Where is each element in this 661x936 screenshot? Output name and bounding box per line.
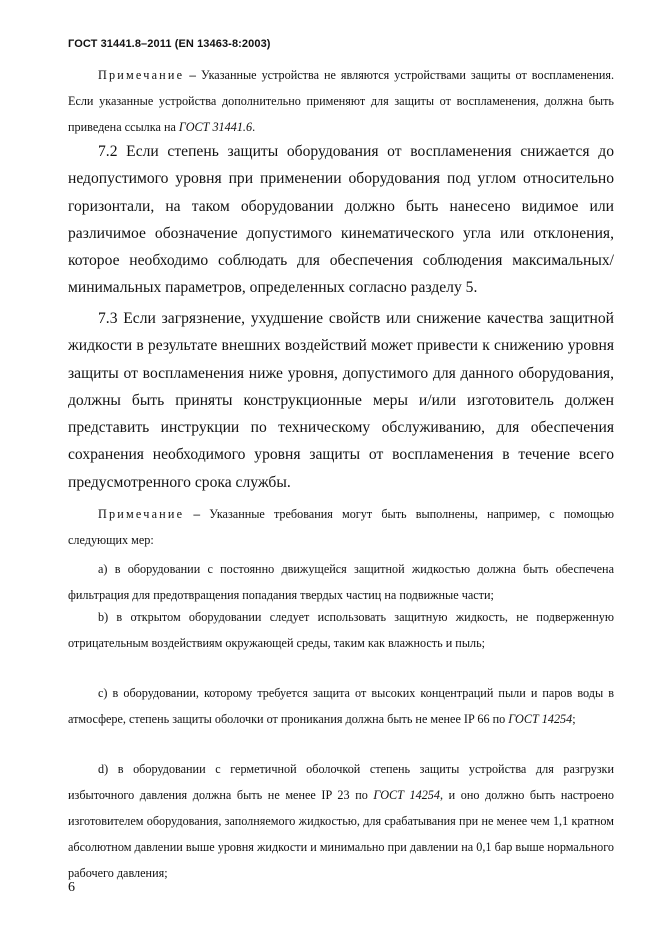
note-dash: – xyxy=(189,68,197,82)
paragraph-7-2: 7.2 Если степень защиты оборудования от воспламенения снижается до недопустимого уровня при применении оборудования под углом относительно горизонтали, на таком оборудовании должно быть нанесено видимое или различимое обозначение допустимого кинематического угла или отклонения, которое необходимо соблюдать для обеспечения соблюдения максимальных/минимальных параметров, определенных согласно разделу 5. xyxy=(68,143,614,297)
item-text: d) в оборудовании с герметичной оболочкой степень защиты устройства для разгрузки избыточного давления должна быть не менее IP 23 по xyxy=(68,762,614,802)
page-number: 6 xyxy=(68,880,75,895)
list-item-c xyxy=(68,680,614,732)
note-text-end: . xyxy=(252,120,256,134)
document-header: ГОСТ 31441.8–2011 (EN 13463-8:2003) xyxy=(68,38,271,50)
list-item-b: b) в открытом оборудовании следует использовать защитную жидкость, не подверженную отрицательным воздействиям окружающей среды, таким как влажность и пыль; xyxy=(68,610,614,650)
note-label: Примечание xyxy=(98,507,185,521)
note-text: Указанные устройства не являются устройствами защиты от воспламенения. Если указанные устройства дополнительно применяют для защиты от воспламенения, должна быть приведена ссылка на xyxy=(68,68,615,134)
item-text-end: ; xyxy=(572,712,576,726)
list-item-d xyxy=(68,756,614,886)
standard-reference: ГОСТ 14254 xyxy=(373,788,440,802)
note-text: Указанные требования могут быть выполнены, например, с помощью следующих мер: xyxy=(68,507,615,547)
standard-reference: ГОСТ 31441.6 xyxy=(178,120,253,134)
note-dash: – xyxy=(193,507,201,521)
note-2 xyxy=(68,501,614,553)
note-label: Примечание xyxy=(98,68,185,82)
list-item-a: а) в оборудовании с постоянно движущейся защитной жидкостью должна быть обеспечена фильтрация для предотвращения попадания твердых частиц на подвижные части; xyxy=(68,562,614,602)
standard-reference: ГОСТ 14254 xyxy=(508,712,573,726)
item-text-end: , и оно должно быть настроено изготовителем оборудования, заполняемого жидкостью, для срабатывания при не менее чем 1,1 кратном абсолютном давлении выше уровня жидкости и минимально при давлении на 0,1 бар выше нормального рабочего давления; xyxy=(68,788,614,880)
note-1 xyxy=(68,62,614,140)
item-text: c) в оборудовании, которому требуется защита от высоких концентраций пыли и паров воды в атмосфере, степень защиты оболочки от проникания должна быть не менее IP 66 по xyxy=(68,686,614,726)
paragraph-7-3: 7.3 Если загрязнение, ухудшение свойств или снижение качества защитной жидкости в результате внешних воздействий может привести к снижению уровня защиты от воспламенения ниже уровня, допустимого для данного оборудования, должны быть приняты конструкционные меры и/или изготовитель должен представить инструкции по техническому обслуживанию, для обеспечения сохранения необходимого уровня защиты от воспламенения в течение всего предусмотренного срока службы. xyxy=(68,310,614,491)
